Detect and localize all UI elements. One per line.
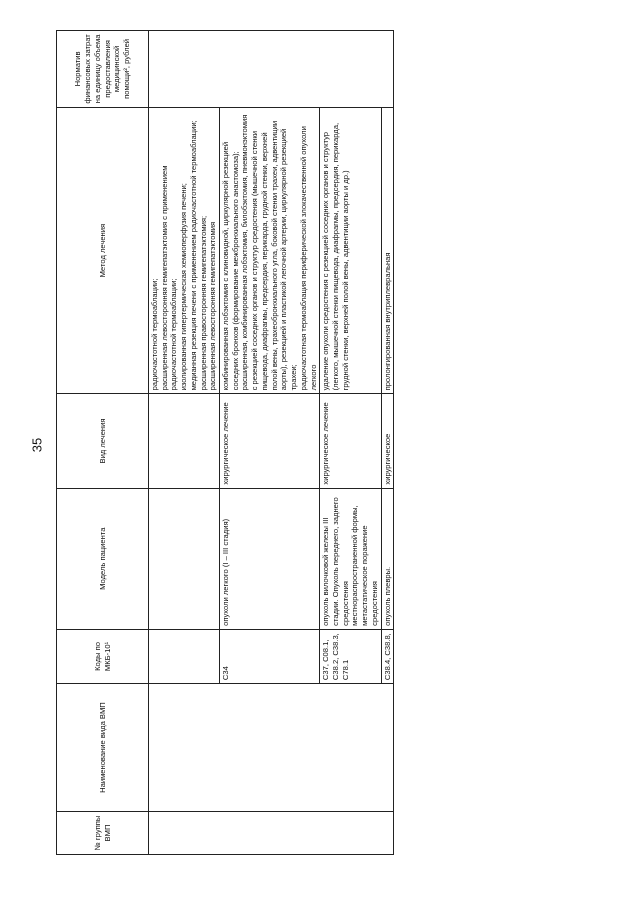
treatment-type-cell: хирургическое лечение bbox=[320, 394, 381, 488]
rotated-table-page bbox=[56, 30, 578, 855]
method-item: расширенная правосторонняя гемигепатэктомия; bbox=[198, 215, 208, 391]
cost-norm-cell bbox=[149, 31, 394, 108]
icd-code-cell: С34 bbox=[220, 629, 320, 683]
method-item: изолированная гипертермическая хемиоперфузия печени; bbox=[179, 183, 189, 391]
icd-code-cell: С37, С08.1, С38.2, С38.3, С78.1 bbox=[320, 629, 381, 683]
header-patient-model: Модель пациента bbox=[57, 488, 149, 629]
patient-model-cell bbox=[149, 488, 220, 629]
treatment-type-cell: хирургическое bbox=[381, 394, 394, 488]
header-treatment-method: Метод лечения bbox=[57, 107, 149, 394]
vmp-name-cell bbox=[149, 684, 394, 812]
header-vmp-name: Наименование вида ВМП bbox=[57, 684, 149, 812]
header-icd-codes: Коды по МКБ-10¹ bbox=[57, 629, 149, 683]
treatment-type-cell bbox=[149, 394, 220, 488]
patient-model-cell: опухоль вилочковой железы III стадии. Опухоль переднего, заднего средостения местнораспространенной формы, метастатическое поражение средостения bbox=[320, 488, 381, 629]
header-treatment-type: Вид лечения bbox=[57, 394, 149, 488]
header-cost-norm: Норматив финансовых затрат на единицу объема предоставления медицинской помощи², рублей bbox=[57, 31, 149, 108]
patient-model-cell: опухоли легкого (I – III стадия) bbox=[220, 488, 320, 629]
icd-code-cell bbox=[149, 629, 220, 683]
method-item: комбинированная лобэктомия с клиновидной, циркулярной резекцией соседних бронхов (формирование межбронхиального анастомоза); bbox=[221, 141, 240, 391]
treatment-type-cell: хирургическое лечение bbox=[220, 394, 320, 488]
method-item: расширенная левосторонняя гемигепатэктомия с применением радиочастотной термоаблации; bbox=[159, 165, 179, 391]
treatment-method-cell bbox=[320, 107, 381, 394]
icd-code-cell: С38.4, С38.8, bbox=[381, 629, 394, 683]
method-item: расширенная левосторонняя гемигепатэктомия bbox=[208, 221, 218, 391]
method-item: радиочастотная термоаблация периферической злокачественной опухоли легкого bbox=[298, 126, 318, 391]
page-number: 35 bbox=[29, 437, 45, 453]
vmp-table bbox=[56, 30, 394, 855]
method-item: пролонгированная внутриплевральная bbox=[382, 252, 392, 391]
method-item: радиочастотной термоаблации; bbox=[150, 278, 159, 391]
group-number-cell bbox=[149, 812, 394, 855]
patient-model-cell: опухоль плевры. bbox=[381, 488, 394, 629]
treatment-method-cell bbox=[149, 107, 220, 394]
method-item: расширенная, комбинированная лобэктомия, билобэктомия, пневмонэктомия с резекцией соседних органов и структур средостения (мышечной стенки пищевода, диафрагмы, предсердия, перикарда, грудной стенки, верхней полой вены, трахеобронхиального угла, боковой стенки трахеи, адвентиции аорты), резекцией и пластикой легочной артерии, циркулярной резекцией трахеи; bbox=[240, 114, 299, 391]
header-group-number: № группы ВМП bbox=[57, 812, 149, 855]
method-item: медианная резекция печени с применением радиочастотной термоаблации; bbox=[188, 120, 198, 391]
treatment-method-cell bbox=[381, 107, 394, 394]
table-header-row bbox=[57, 31, 149, 855]
treatment-method-cell bbox=[220, 107, 320, 394]
table-row bbox=[149, 31, 220, 855]
method-item: удаление опухоли средостения с резекцией соседних органов и структур (легкого, мышечной стенки пищевода, диафрагмы, предсердия, перикарда, грудной стенки, верхней полой вены, адвентиции аорты и др.) bbox=[321, 122, 350, 391]
